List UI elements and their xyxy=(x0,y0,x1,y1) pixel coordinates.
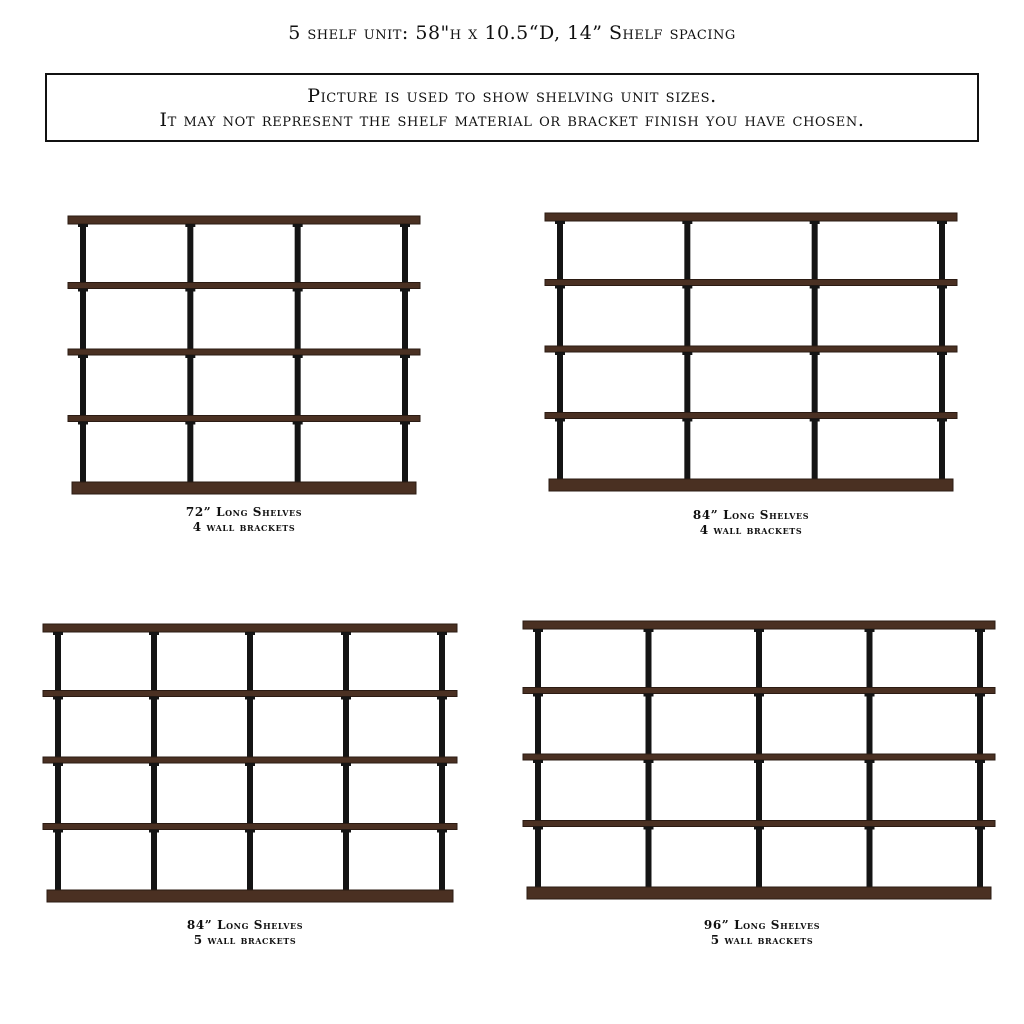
wood-shelf xyxy=(545,346,957,352)
shelf-unit-drawing xyxy=(68,214,420,496)
bracket-arm xyxy=(754,629,764,632)
shelf-length-label: 72” Long Shelves xyxy=(185,505,303,519)
bracket-arm xyxy=(533,629,543,632)
page-title: 5 shelf unit: 58"h x 10.5“D, 14” Shelf spacing xyxy=(288,22,736,44)
bracket-arm xyxy=(937,352,947,355)
bracket-arm xyxy=(53,830,63,833)
bracket-arm xyxy=(754,827,764,830)
bracket-arm xyxy=(555,286,565,289)
bracket-arm xyxy=(185,224,195,227)
wood-shelf xyxy=(523,621,995,629)
bracket-arm xyxy=(245,763,255,766)
shelf-unit-drawing xyxy=(43,622,457,904)
shelf-unit-72-4 xyxy=(68,214,420,496)
bracket-arm xyxy=(754,694,764,697)
bracket-arm xyxy=(975,694,985,697)
bracket-arm xyxy=(293,289,303,292)
bracket-arm xyxy=(185,422,195,425)
bracket-arm xyxy=(533,760,543,763)
wood-shelf xyxy=(43,824,457,830)
bracket-arm xyxy=(644,760,654,763)
bracket-arm xyxy=(400,422,410,425)
bracket-arm xyxy=(682,352,692,355)
shelf-unit-84-4 xyxy=(545,211,957,493)
bracket-arm xyxy=(53,697,63,700)
wood-shelf xyxy=(68,416,420,422)
shelf-length-label: 96” Long Shelves xyxy=(703,918,821,932)
shelf-length-label: 84” Long Shelves xyxy=(186,918,304,932)
bracket-arm xyxy=(937,221,947,224)
bracket-arm xyxy=(644,694,654,697)
wood-shelf xyxy=(545,213,957,221)
wood-shelf xyxy=(47,890,453,902)
wood-shelf xyxy=(523,754,995,760)
bracket-arm xyxy=(975,629,985,632)
bracket-count-label: 4 wall brackets xyxy=(192,520,296,534)
wood-shelf xyxy=(43,757,457,763)
bracket-arm xyxy=(293,422,303,425)
bracket-arm xyxy=(245,697,255,700)
bracket-arm xyxy=(533,827,543,830)
shelf-unit-84-5 xyxy=(43,622,457,904)
bracket-arm xyxy=(78,224,88,227)
bracket-arm xyxy=(400,289,410,292)
bracket-arm xyxy=(400,224,410,227)
unit-caption-4 xyxy=(523,918,1001,948)
unit-caption-3 xyxy=(43,918,447,948)
bracket-arm xyxy=(937,286,947,289)
shelf-unit-drawing xyxy=(545,211,957,493)
bracket-arm xyxy=(437,697,447,700)
disclaimer-line-1: Picture is used to show shelving unit sizes. xyxy=(307,85,717,107)
shelf-unit-drawing xyxy=(523,619,995,901)
bracket-arm xyxy=(865,629,875,632)
bracket-arm xyxy=(937,419,947,422)
bracket-arm xyxy=(341,697,351,700)
bracket-count-label: 4 wall brackets xyxy=(699,523,803,537)
bracket-count-label: 5 wall brackets xyxy=(710,933,814,947)
bracket-arm xyxy=(437,632,447,635)
wood-shelf xyxy=(523,688,995,694)
bracket-arm xyxy=(293,224,303,227)
bracket-arm xyxy=(865,827,875,830)
bracket-arm xyxy=(810,286,820,289)
bracket-arm xyxy=(245,830,255,833)
bracket-arm xyxy=(555,419,565,422)
bracket-arm xyxy=(341,830,351,833)
wood-shelf xyxy=(545,280,957,286)
wood-shelf xyxy=(72,482,416,494)
shelf-length-label: 84” Long Shelves xyxy=(692,508,810,522)
disclaimer-line-2: It may not represent the shelf material or bracket finish you have chosen. xyxy=(159,109,865,131)
wood-shelf xyxy=(43,691,457,697)
bracket-arm xyxy=(293,355,303,358)
bracket-arm xyxy=(810,352,820,355)
bracket-arm xyxy=(149,830,159,833)
bracket-arm xyxy=(682,286,692,289)
bracket-arm xyxy=(555,221,565,224)
bracket-arm xyxy=(975,760,985,763)
bracket-arm xyxy=(185,355,195,358)
bracket-arm xyxy=(533,694,543,697)
bracket-arm xyxy=(644,629,654,632)
bracket-arm xyxy=(437,763,447,766)
shelf-unit-96-5 xyxy=(523,619,995,901)
bracket-arm xyxy=(682,419,692,422)
wood-shelf xyxy=(68,216,420,224)
wood-shelf xyxy=(527,887,991,899)
bracket-arm xyxy=(78,289,88,292)
disclaimer-box xyxy=(45,73,979,142)
bracket-arm xyxy=(975,827,985,830)
bracket-arm xyxy=(245,632,255,635)
bracket-arm xyxy=(78,422,88,425)
bracket-arm xyxy=(754,760,764,763)
bracket-arm xyxy=(78,355,88,358)
unit-caption-1 xyxy=(68,505,420,535)
wood-shelf xyxy=(545,413,957,419)
unit-caption-2 xyxy=(545,508,957,538)
bracket-arm xyxy=(555,352,565,355)
bracket-arm xyxy=(149,697,159,700)
bracket-arm xyxy=(53,763,63,766)
bracket-arm xyxy=(53,632,63,635)
wood-shelf xyxy=(43,624,457,632)
wood-shelf xyxy=(68,283,420,289)
wood-shelf xyxy=(68,349,420,355)
bracket-arm xyxy=(149,763,159,766)
bracket-arm xyxy=(341,632,351,635)
wood-shelf xyxy=(523,821,995,827)
bracket-arm xyxy=(644,827,654,830)
bracket-arm xyxy=(865,694,875,697)
bracket-arm xyxy=(341,763,351,766)
bracket-arm xyxy=(400,355,410,358)
wood-shelf xyxy=(549,479,953,491)
bracket-arm xyxy=(185,289,195,292)
bracket-arm xyxy=(437,830,447,833)
bracket-arm xyxy=(682,221,692,224)
bracket-arm xyxy=(865,760,875,763)
bracket-arm xyxy=(810,221,820,224)
bracket-arm xyxy=(149,632,159,635)
bracket-arm xyxy=(810,419,820,422)
bracket-count-label: 5 wall brackets xyxy=(193,933,297,947)
